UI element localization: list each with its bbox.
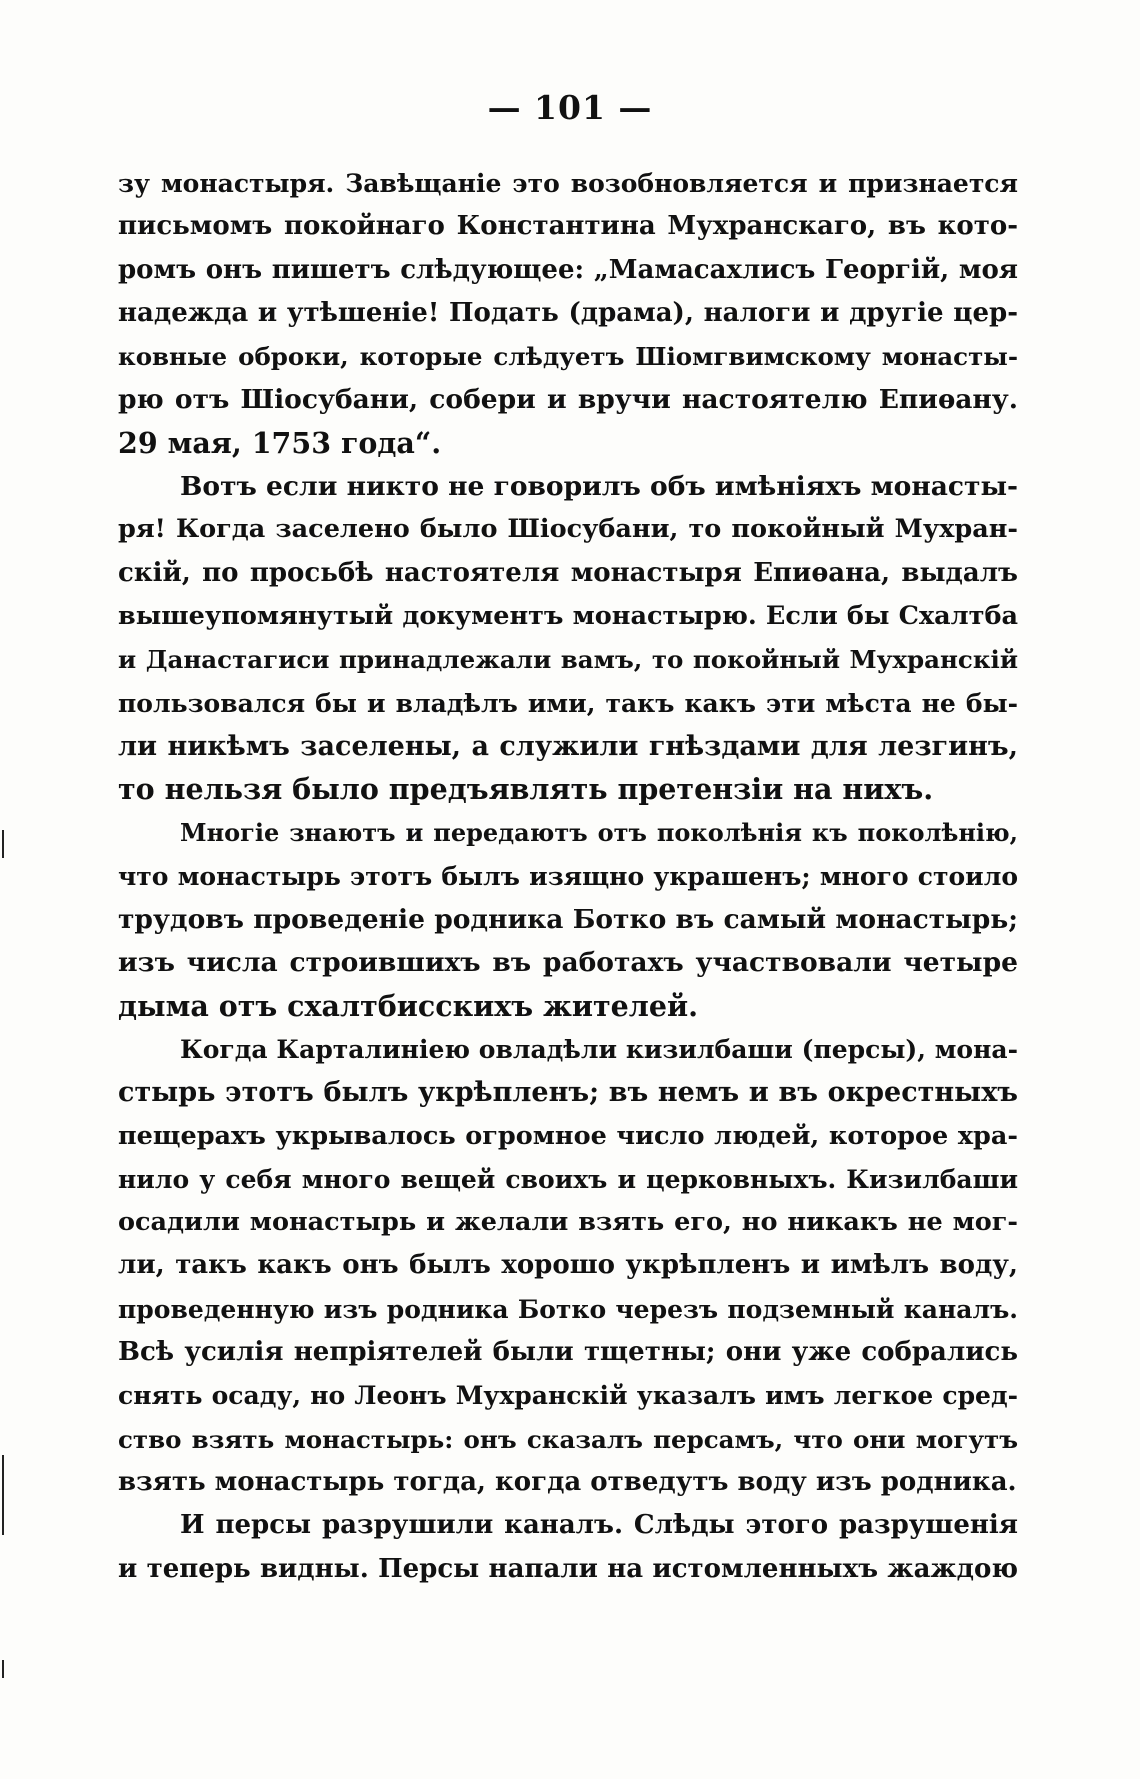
text-line: ли, такъ какъ онъ былъ хорошо укрѣпленъ и имѣлъ воду,: [118, 1250, 1018, 1281]
text-line: и Данастагиси принадлежали вамъ, то покойный Мухранскій: [118, 645, 1018, 675]
paragraph-first-line: Вотъ если никто не говорилъ объ имѣніяхъ монасты-: [180, 471, 1019, 503]
scan-margin-mark: [2, 830, 4, 858]
text-line: вышеупомянутый документъ монастырю. Если бы Схалтба: [118, 600, 1018, 631]
text-line: Всѣ усилія непріятелей были тщетны; они уже собрались: [118, 1337, 1018, 1368]
body-text: [118, 162, 1018, 1591]
text-line: ря! Когда заселено было Шіосубани, то покойный Мухран-: [118, 514, 1018, 545]
text-line: дыма отъ схалтбисскихъ жителей.: [118, 988, 699, 1023]
text-line: осадили монастырь и желали взять его, но никакъ не мог-: [118, 1207, 1018, 1238]
text-line: пользовался бы и владѣлъ ими, такъ какъ эти мѣста не бы-: [118, 688, 1018, 718]
text-line: зу монастыря. Завѣщаніе это возобновляется и признается: [118, 169, 1018, 198]
paragraph-first-line: Многіе знаютъ и передаютъ отъ поколѣнія къ поколѣнію,: [180, 818, 1018, 848]
text-line: нило у себя много вещей своихъ и церковныхъ. Кизилбаши: [118, 1164, 1018, 1194]
text-line: надежда и утѣшеніе! Подать (драма), налоги и другіе цер-: [118, 297, 1018, 328]
text-line: ство взять монастырь: онъ сказалъ персамъ, что они могутъ: [118, 1424, 1018, 1454]
text-line: рю отъ Шіосубани, собери и вручи настоятелю Епиѳану.: [118, 384, 1018, 416]
text-line: взять монастырь тогда, когда отведутъ воду изъ родника.: [118, 1466, 1017, 1497]
paragraph-first-line: И персы разрушили каналъ. Слѣды этого разрушенія: [180, 1510, 1018, 1541]
text-line: скій, по просьбѣ настоятеля монастыря Епиѳана, выдалъ: [118, 557, 1018, 588]
text-line: то нельзя было предъявлять претензіи на нихъ.: [118, 772, 934, 807]
scan-margin-mark: [2, 1660, 4, 1678]
text-line: ромъ онъ пишетъ слѣдующее: „Мамасахлисъ Георгій, моя: [118, 254, 1018, 285]
text-line: изъ числа строившихъ въ работахъ участвовали четыре: [118, 947, 1018, 979]
text-line: проведенную изъ родника Ботко черезъ подземный каналъ.: [118, 1294, 1018, 1324]
text-line: что монастырь этотъ былъ изящно украшенъ; много стоило: [118, 861, 1018, 891]
text-line: и теперь видны. Персы напали на истомленныхъ жаждою: [118, 1553, 1018, 1584]
scan-margin-mark: [2, 1455, 4, 1535]
text-line: стырь этотъ былъ укрѣпленъ; въ немъ и въ окрестныхъ: [118, 1077, 1018, 1109]
text-line: трудовъ проведеніе родника Ботко въ самый монастырь;: [118, 904, 1018, 936]
text-line: ли никѣмъ заселены, а служили гнѣздами для лезгинъ,: [118, 730, 1018, 762]
text-line: письмомъ покойнаго Константина Мухранскаго, въ кото-: [118, 211, 1018, 242]
paragraph-first-line: Когда Карталиніею овладѣли кизилбаши (персы), мона-: [180, 1034, 1018, 1064]
text-line: снять осаду, но Леонъ Мухранскій указалъ имъ легкое сред-: [118, 1381, 1018, 1411]
text-line: ковные оброки, которые слѣдуетъ Шіомгвимскому монасты-: [118, 342, 1018, 372]
text-line: пещерахъ укрывалось огромное число людей, которое хра-: [118, 1120, 1018, 1151]
page-number: — 101 —: [487, 88, 653, 127]
text-line: 29 мая, 1753 года“.: [118, 425, 442, 460]
